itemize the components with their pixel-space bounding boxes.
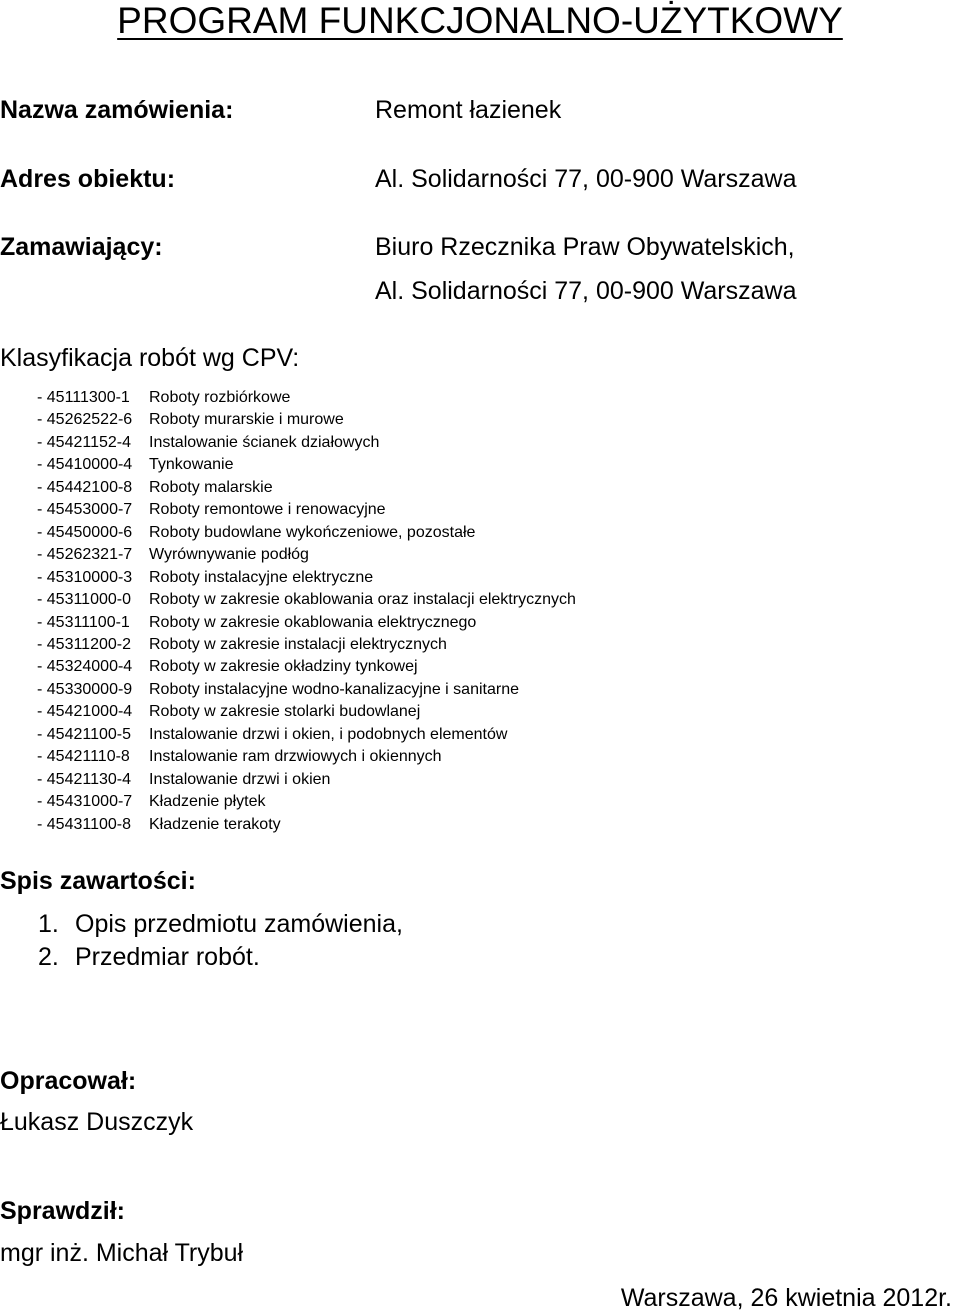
cpv-code: - 45431000-7: [37, 793, 133, 811]
cpv-description: Roboty w zakresie okablowania elektrycznego: [149, 613, 477, 631]
document-title: PROGRAM FUNKCJONALNO-UŻYTKOWY: [117, 0, 843, 41]
cpv-description: Tynkowanie: [149, 456, 234, 474]
list-item: [37, 477, 576, 499]
toc-heading: Spis zawartości:: [0, 867, 196, 895]
cpv-description: Roboty w zakresie stolarki budowlanej: [149, 703, 421, 721]
address-value: Al. Solidarności 77, 00-900 Warszawa: [375, 165, 797, 193]
list-item: [37, 432, 576, 454]
toc-text: Przedmiar robót.: [75, 943, 260, 971]
prepared-by-name: Łukasz Duszczyk: [0, 1108, 194, 1136]
client-value-line1: Biuro Rzecznika Praw Obywatelskich,: [375, 233, 795, 261]
list-item: [37, 454, 576, 476]
cpv-description: Roboty budowlane wykończeniowe, pozostałe: [149, 523, 476, 541]
list-item: [37, 656, 576, 678]
cpv-description: Instalowanie ścianek działowych: [149, 433, 380, 451]
cpv-code: - 45431100-8: [37, 815, 131, 833]
prepared-by-label: Opracował:: [0, 1067, 137, 1095]
cpv-code: - 45421152-4: [37, 433, 131, 451]
cpv-description: Roboty w zakresie okładziny tynkowej: [149, 658, 418, 676]
list-item: [37, 791, 576, 813]
list-item: [37, 634, 576, 656]
list-item: [37, 387, 576, 409]
cpv-code: - 45453000-7: [37, 501, 133, 519]
list-item: [37, 814, 576, 836]
toc-number: 2.: [38, 943, 59, 971]
order-name-label: Nazwa zamówienia:: [0, 96, 234, 124]
cpv-code: - 45421110-8: [37, 748, 130, 766]
cpv-code: - 45450000-6: [37, 523, 133, 541]
cpv-description: Roboty rozbiórkowe: [149, 389, 291, 406]
cpv-description: Instalowanie drzwi i okien: [149, 770, 331, 788]
table-of-contents: [38, 908, 403, 974]
cpv-description: Roboty malarskie: [149, 478, 273, 496]
list-item: [37, 567, 576, 589]
cpv-code: - 45311200-2: [37, 635, 131, 653]
client-label: Zamawiający:: [0, 233, 163, 261]
cpv-code: - 45262522-6: [37, 411, 133, 429]
cpv-heading: Klasyfikacja robót wg CPV:: [0, 344, 300, 372]
cpv-code: - 45421000-4: [37, 703, 133, 721]
cpv-list: [37, 387, 576, 836]
cpv-description: Roboty instalacyjne elektryczne: [149, 568, 374, 586]
list-item: [37, 522, 576, 544]
toc-text: Opis przedmiotu zamówienia,: [75, 910, 403, 938]
cpv-description: Instalowanie drzwi i okien, i podobnych elementów: [149, 725, 508, 743]
toc-number: 1.: [38, 910, 59, 938]
list-item: [37, 746, 576, 768]
cpv-description: Wyrównywanie podłóg: [149, 546, 309, 564]
cpv-code: - 45310000-3: [37, 568, 133, 586]
list-item: [37, 409, 576, 431]
cpv-code: - 45311000-0: [37, 591, 131, 609]
cpv-description: Kładzenie płytek: [149, 793, 266, 811]
client-value-line2: Al. Solidarności 77, 00-900 Warszawa: [375, 277, 797, 305]
list-item: [37, 769, 576, 791]
cpv-code: - 45421100-5: [37, 725, 131, 743]
cpv-code: - 45410000-4: [37, 456, 133, 474]
list-item: [37, 499, 576, 521]
cpv-code: - 45421130-4: [37, 770, 131, 788]
list-item: [37, 701, 576, 723]
cpv-description: Roboty murarskie i murowe: [149, 411, 344, 429]
cpv-code: - 45311100-1: [37, 613, 130, 631]
cpv-code: - 45324000-4: [37, 658, 133, 676]
order-name-value: Remont łazienek: [375, 96, 562, 124]
list-item: [38, 908, 403, 941]
cpv-code: - 45330000-9: [37, 680, 133, 698]
list-item: [37, 724, 576, 746]
address-label: Adres obiektu:: [0, 165, 176, 193]
cpv-description: Roboty instalacyjne wodno-kanalizacyjne i sanitarne: [149, 680, 519, 698]
list-item: [37, 589, 576, 611]
checked-by-name: mgr inż. Michał Trybuł: [0, 1239, 244, 1267]
cpv-code: - 45262321-7: [37, 546, 133, 564]
cpv-description: Roboty w zakresie instalacji elektrycznych: [149, 635, 447, 653]
place-date: Warszawa, 26 kwietnia 2012r.: [620, 1284, 952, 1312]
list-item: [37, 612, 576, 634]
cpv-description: Roboty remontowe i renowacyjne: [149, 501, 386, 519]
cpv-description: Roboty w zakresie okablowania oraz instalacji elektrycznych: [149, 591, 576, 609]
cpv-description: Instalowanie ram drzwiowych i okiennych: [149, 748, 442, 766]
list-item: [38, 941, 403, 974]
cpv-code: - 45111300-1: [37, 389, 130, 406]
list-item: [37, 679, 576, 701]
checked-by-label: Sprawdził:: [0, 1197, 126, 1225]
list-item: [37, 544, 576, 566]
cpv-code: - 45442100-8: [37, 478, 133, 496]
cpv-description: Kładzenie terakoty: [149, 815, 281, 833]
